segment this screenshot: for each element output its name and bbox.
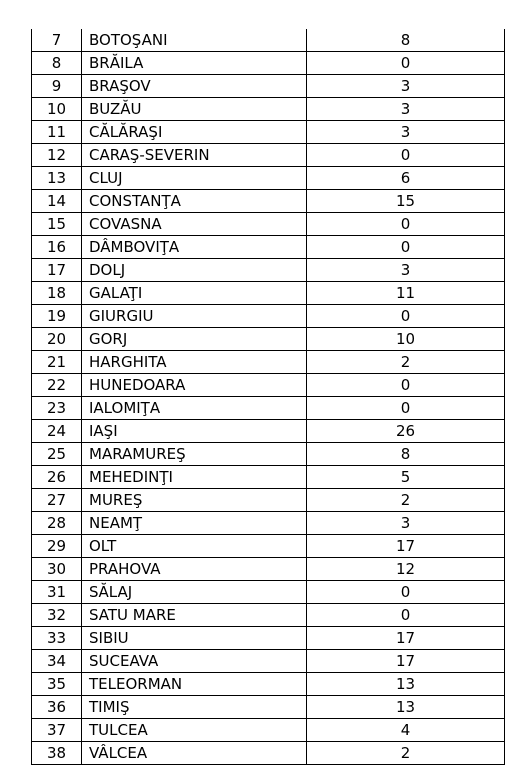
table-row	[32, 328, 505, 351]
table-row	[32, 719, 505, 742]
row-number-cell: 24	[32, 420, 82, 443]
value-cell: 3	[307, 121, 505, 144]
value-cell: 0	[307, 213, 505, 236]
row-number-cell: 26	[32, 466, 82, 489]
table-row	[32, 167, 505, 190]
table-row	[32, 29, 505, 52]
table-row	[32, 558, 505, 581]
table-row	[32, 236, 505, 259]
value-cell: 0	[307, 305, 505, 328]
value-cell: 26	[307, 420, 505, 443]
value-cell: 17	[307, 627, 505, 650]
row-number-cell: 19	[32, 305, 82, 328]
table-row	[32, 627, 505, 650]
county-table	[31, 29, 505, 765]
county-name-cell: MUREŞ	[82, 489, 307, 512]
value-cell: 8	[307, 443, 505, 466]
row-number-cell: 25	[32, 443, 82, 466]
table-row	[32, 604, 505, 627]
table-row	[32, 696, 505, 719]
row-number-cell: 8	[32, 52, 82, 75]
row-number-cell: 31	[32, 581, 82, 604]
county-name-cell: GIURGIU	[82, 305, 307, 328]
county-name-cell: CARAŞ-SEVERIN	[82, 144, 307, 167]
value-cell: 0	[307, 374, 505, 397]
value-cell: 5	[307, 466, 505, 489]
table-row	[32, 190, 505, 213]
row-number-cell: 30	[32, 558, 82, 581]
value-cell: 13	[307, 673, 505, 696]
county-name-cell: BRĂILA	[82, 52, 307, 75]
value-cell: 3	[307, 512, 505, 535]
table-row	[32, 259, 505, 282]
table-row	[32, 374, 505, 397]
county-name-cell: CLUJ	[82, 167, 307, 190]
row-number-cell: 28	[32, 512, 82, 535]
value-cell: 13	[307, 696, 505, 719]
value-cell: 3	[307, 98, 505, 121]
row-number-cell: 10	[32, 98, 82, 121]
value-cell: 15	[307, 190, 505, 213]
table-row	[32, 213, 505, 236]
row-number-cell: 35	[32, 673, 82, 696]
value-cell: 2	[307, 351, 505, 374]
row-number-cell: 33	[32, 627, 82, 650]
row-number-cell: 20	[32, 328, 82, 351]
value-cell: 12	[307, 558, 505, 581]
county-name-cell: TELEORMAN	[82, 673, 307, 696]
row-number-cell: 7	[32, 29, 82, 52]
row-number-cell: 34	[32, 650, 82, 673]
county-name-cell: HARGHITA	[82, 351, 307, 374]
table-row	[32, 489, 505, 512]
row-number-cell: 36	[32, 696, 82, 719]
table-row	[32, 282, 505, 305]
row-number-cell: 17	[32, 259, 82, 282]
county-name-cell: OLT	[82, 535, 307, 558]
value-cell: 0	[307, 397, 505, 420]
county-name-cell: MEHEDINŢI	[82, 466, 307, 489]
row-number-cell: 29	[32, 535, 82, 558]
table-row	[32, 512, 505, 535]
table-row	[32, 650, 505, 673]
county-name-cell: IAŞI	[82, 420, 307, 443]
county-name-cell: BRAŞOV	[82, 75, 307, 98]
row-number-cell: 27	[32, 489, 82, 512]
row-number-cell: 18	[32, 282, 82, 305]
value-cell: 11	[307, 282, 505, 305]
county-table-body	[32, 29, 505, 765]
county-name-cell: CĂLĂRAŞI	[82, 121, 307, 144]
county-name-cell: TIMIŞ	[82, 696, 307, 719]
county-name-cell: CONSTANŢA	[82, 190, 307, 213]
table-row	[32, 466, 505, 489]
county-name-cell: PRAHOVA	[82, 558, 307, 581]
county-name-cell: VÂLCEA	[82, 742, 307, 765]
table-row	[32, 144, 505, 167]
county-name-cell: BUZĂU	[82, 98, 307, 121]
table-row	[32, 121, 505, 144]
row-number-cell: 15	[32, 213, 82, 236]
row-number-cell: 13	[32, 167, 82, 190]
county-name-cell: DÂMBOVIŢA	[82, 236, 307, 259]
table-row	[32, 305, 505, 328]
county-name-cell: IALOMIŢA	[82, 397, 307, 420]
value-cell: 2	[307, 489, 505, 512]
county-name-cell: BOTOŞANI	[82, 29, 307, 52]
county-name-cell: HUNEDOARA	[82, 374, 307, 397]
table-row	[32, 98, 505, 121]
value-cell: 0	[307, 581, 505, 604]
county-name-cell: COVASNA	[82, 213, 307, 236]
value-cell: 2	[307, 742, 505, 765]
value-cell: 0	[307, 144, 505, 167]
value-cell: 10	[307, 328, 505, 351]
row-number-cell: 38	[32, 742, 82, 765]
row-number-cell: 21	[32, 351, 82, 374]
county-name-cell: SIBIU	[82, 627, 307, 650]
row-number-cell: 32	[32, 604, 82, 627]
county-name-cell: DOLJ	[82, 259, 307, 282]
row-number-cell: 12	[32, 144, 82, 167]
row-number-cell: 22	[32, 374, 82, 397]
value-cell: 17	[307, 535, 505, 558]
value-cell: 0	[307, 236, 505, 259]
value-cell: 6	[307, 167, 505, 190]
county-name-cell: TULCEA	[82, 719, 307, 742]
value-cell: 0	[307, 52, 505, 75]
table-row	[32, 535, 505, 558]
table-row	[32, 75, 505, 98]
county-name-cell: GALAŢI	[82, 282, 307, 305]
county-name-cell: SĂLAJ	[82, 581, 307, 604]
table-row	[32, 52, 505, 75]
row-number-cell: 14	[32, 190, 82, 213]
table-row	[32, 420, 505, 443]
table-row	[32, 581, 505, 604]
table-row	[32, 397, 505, 420]
table-row	[32, 673, 505, 696]
table-row	[32, 443, 505, 466]
value-cell: 3	[307, 75, 505, 98]
table-row	[32, 351, 505, 374]
county-name-cell: MARAMUREŞ	[82, 443, 307, 466]
value-cell: 0	[307, 604, 505, 627]
table-row	[32, 742, 505, 765]
value-cell: 3	[307, 259, 505, 282]
row-number-cell: 37	[32, 719, 82, 742]
value-cell: 4	[307, 719, 505, 742]
county-name-cell: SUCEAVA	[82, 650, 307, 673]
row-number-cell: 9	[32, 75, 82, 98]
value-cell: 8	[307, 29, 505, 52]
value-cell: 17	[307, 650, 505, 673]
county-name-cell: GORJ	[82, 328, 307, 351]
county-name-cell: SATU MARE	[82, 604, 307, 627]
county-name-cell: NEAMŢ	[82, 512, 307, 535]
row-number-cell: 11	[32, 121, 82, 144]
row-number-cell: 16	[32, 236, 82, 259]
row-number-cell: 23	[32, 397, 82, 420]
